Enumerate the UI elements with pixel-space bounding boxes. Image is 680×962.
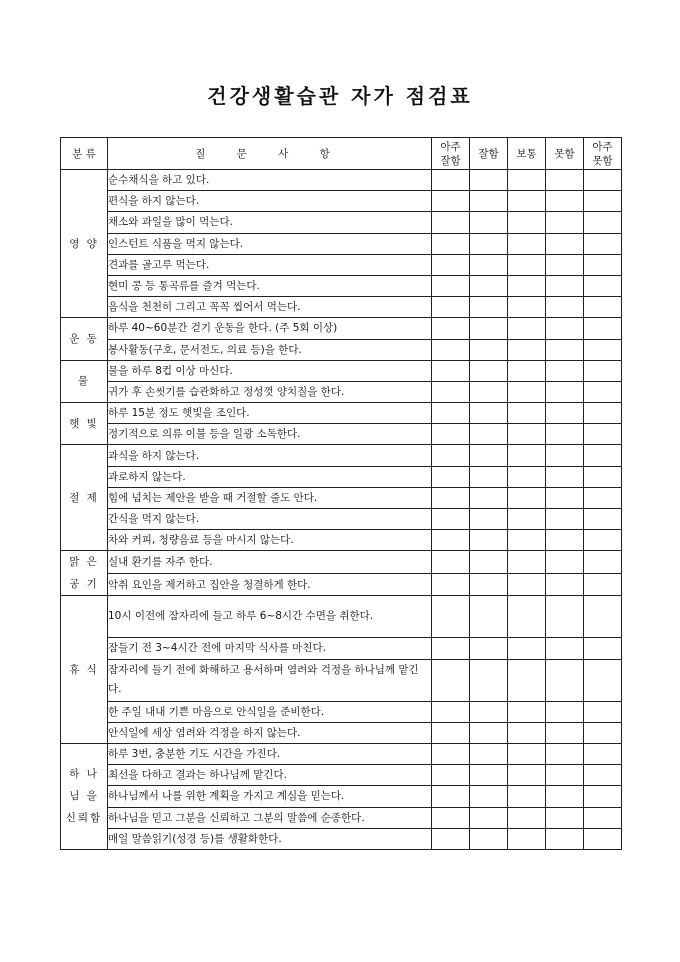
question-cell: 한 주일 내내 기쁜 마음으로 안식일을 준비한다.: [108, 701, 432, 722]
table-row: [61, 254, 622, 275]
table-header-row: [61, 138, 622, 170]
rating-box-good[interactable]: [470, 360, 508, 381]
rating-box-average[interactable]: [508, 339, 546, 360]
rating-box-poor[interactable]: [546, 509, 584, 530]
question-cell: 잠들기 전 3~4시간 전에 마지막 식사를 마친다.: [108, 638, 432, 659]
rating-box-poor[interactable]: [546, 786, 584, 807]
rating-box-very-good[interactable]: [432, 596, 470, 638]
rating-box-very-poor[interactable]: [584, 765, 622, 786]
question-cell: 차와 커피, 청량음료 등을 마시지 않는다.: [108, 530, 432, 551]
rating-box-good[interactable]: [470, 212, 508, 233]
rating-box-very-poor[interactable]: [584, 573, 622, 596]
rating-box-good[interactable]: [470, 807, 508, 828]
rating-box-very-poor[interactable]: [584, 170, 622, 191]
rating-box-very-good[interactable]: [432, 638, 470, 659]
rating-box-very-poor[interactable]: [584, 191, 622, 212]
rating-box-poor[interactable]: [546, 403, 584, 424]
rating-box-good[interactable]: [470, 424, 508, 445]
table-row: [61, 275, 622, 296]
category-cell: 휴 식: [61, 596, 108, 744]
question-cell: 현미 콩 등 통곡류를 즐겨 먹는다.: [108, 275, 432, 296]
rating-box-poor[interactable]: [546, 573, 584, 596]
checklist-table: [60, 137, 622, 850]
rating-box-average[interactable]: [508, 828, 546, 849]
rating-box-very-poor[interactable]: [584, 466, 622, 487]
rating-box-poor[interactable]: [546, 424, 584, 445]
rating-box-very-poor[interactable]: [584, 701, 622, 722]
rating-box-very-poor[interactable]: [584, 596, 622, 638]
rating-box-poor[interactable]: [546, 233, 584, 254]
rating-box-very-good[interactable]: [432, 339, 470, 360]
rating-box-very-good[interactable]: [432, 360, 470, 381]
rating-box-very-good[interactable]: [432, 445, 470, 466]
category-cell: 절 제: [61, 445, 108, 551]
question-cell: 하루 3번, 충분한 기도 시간을 가진다.: [108, 743, 432, 764]
question-cell: 잠자리에 들기 전에 화해하고 용서하며 염려와 걱정을 하나님께 맡긴다.: [108, 659, 432, 701]
rating-box-poor[interactable]: [546, 701, 584, 722]
rating-box-good[interactable]: [470, 275, 508, 296]
rating-box-good[interactable]: [470, 381, 508, 402]
rating-box-average[interactable]: [508, 487, 546, 508]
table-row: [61, 807, 622, 828]
question-cell: 하나님께서 나를 위한 계획을 가지고 계심을 믿는다.: [108, 786, 432, 807]
question-cell: 하나님을 믿고 그분을 신뢰하고 그분의 말씀에 순종한다.: [108, 807, 432, 828]
rating-box-poor[interactable]: [546, 275, 584, 296]
table-row: [61, 786, 622, 807]
question-cell: 인스턴트 식품을 먹지 않는다.: [108, 233, 432, 254]
rating-box-very-poor[interactable]: [584, 381, 622, 402]
rating-box-good[interactable]: [470, 233, 508, 254]
rating-box-good[interactable]: [470, 318, 508, 339]
table-row: [61, 403, 622, 424]
category-cell: 운 동: [61, 318, 108, 360]
category-header: 분 류: [61, 138, 108, 170]
rating-box-average[interactable]: [508, 551, 546, 574]
rating-box-very-good[interactable]: [432, 254, 470, 275]
rating-box-good[interactable]: [470, 765, 508, 786]
question-cell: 하루 40~60분간 걷기 운동을 한다. (주 5회 이상): [108, 318, 432, 339]
rating-box-poor[interactable]: [546, 445, 584, 466]
rating-box-very-poor[interactable]: [584, 297, 622, 318]
rating-box-very-poor[interactable]: [584, 551, 622, 574]
rating-box-average[interactable]: [508, 530, 546, 551]
question-cell: 봉사활동(구호, 문서전도, 의료 등)을 한다.: [108, 339, 432, 360]
rating-box-average[interactable]: [508, 212, 546, 233]
table-row: [61, 339, 622, 360]
rating-header-very-good: 아주 잘함: [432, 138, 470, 170]
rating-box-poor[interactable]: [546, 212, 584, 233]
table-row: [61, 551, 622, 574]
rating-box-good[interactable]: [470, 466, 508, 487]
rating-box-very-poor[interactable]: [584, 233, 622, 254]
table-row: [61, 233, 622, 254]
question-cell: 안식일에 세상 염려와 걱정을 하지 않는다.: [108, 722, 432, 743]
rating-box-very-poor[interactable]: [584, 743, 622, 764]
table-row: [61, 743, 622, 764]
rating-box-good[interactable]: [470, 573, 508, 596]
table-row: [61, 466, 622, 487]
rating-box-average[interactable]: [508, 233, 546, 254]
rating-box-very-poor[interactable]: [584, 254, 622, 275]
rating-box-good[interactable]: [470, 722, 508, 743]
rating-box-very-poor[interactable]: [584, 403, 622, 424]
rating-box-average[interactable]: [508, 509, 546, 530]
rating-box-good[interactable]: [470, 403, 508, 424]
rating-box-average[interactable]: [508, 297, 546, 318]
rating-box-average[interactable]: [508, 466, 546, 487]
rating-box-poor[interactable]: [546, 596, 584, 638]
rating-box-good[interactable]: [470, 551, 508, 574]
rating-box-average[interactable]: [508, 659, 546, 701]
table-row: [61, 509, 622, 530]
rating-box-poor[interactable]: [546, 381, 584, 402]
rating-box-very-good[interactable]: [432, 573, 470, 596]
question-cell: 물을 하루 8컵 이상 마신다.: [108, 360, 432, 381]
rating-box-average[interactable]: [508, 275, 546, 296]
rating-box-very-poor[interactable]: [584, 807, 622, 828]
rating-box-poor[interactable]: [546, 170, 584, 191]
rating-header-good: 잘함: [470, 138, 508, 170]
rating-box-average[interactable]: [508, 403, 546, 424]
table-row: [61, 191, 622, 212]
table-row: [61, 445, 622, 466]
rating-box-poor[interactable]: [546, 638, 584, 659]
rating-box-average[interactable]: [508, 360, 546, 381]
rating-box-good[interactable]: [470, 191, 508, 212]
rating-box-poor[interactable]: [546, 551, 584, 574]
rating-box-poor[interactable]: [546, 191, 584, 212]
rating-box-very-good[interactable]: [432, 551, 470, 574]
rating-box-very-poor[interactable]: [584, 659, 622, 701]
question-cell: 음식을 천천히 그리고 꼭꼭 씹어서 먹는다.: [108, 297, 432, 318]
rating-box-poor[interactable]: [546, 722, 584, 743]
rating-box-very-good[interactable]: [432, 828, 470, 849]
rating-box-very-poor[interactable]: [584, 722, 622, 743]
rating-box-good[interactable]: [470, 659, 508, 701]
table-row: [61, 722, 622, 743]
rating-box-very-good[interactable]: [432, 466, 470, 487]
rating-box-very-good[interactable]: [432, 659, 470, 701]
rating-box-very-good[interactable]: [432, 530, 470, 551]
rating-box-very-good[interactable]: [432, 487, 470, 508]
rating-box-good[interactable]: [470, 530, 508, 551]
rating-box-very-good[interactable]: [432, 765, 470, 786]
rating-box-poor[interactable]: [546, 339, 584, 360]
rating-box-average[interactable]: [508, 743, 546, 764]
question-cell: 실내 환기를 자주 한다.: [108, 551, 432, 574]
table-row: [61, 765, 622, 786]
rating-box-very-good[interactable]: [432, 381, 470, 402]
rating-box-average[interactable]: [508, 573, 546, 596]
rating-box-very-good[interactable]: [432, 701, 470, 722]
rating-box-very-poor[interactable]: [584, 360, 622, 381]
rating-box-poor[interactable]: [546, 530, 584, 551]
rating-box-very-good[interactable]: [432, 424, 470, 445]
rating-box-poor[interactable]: [546, 828, 584, 849]
category-cell: 영 양: [61, 170, 108, 318]
rating-box-very-good[interactable]: [432, 297, 470, 318]
question-cell: 악취 요인을 제거하고 집안을 청결하게 한다.: [108, 573, 432, 596]
rating-box-average[interactable]: [508, 191, 546, 212]
rating-box-very-poor[interactable]: [584, 638, 622, 659]
rating-box-very-poor[interactable]: [584, 212, 622, 233]
rating-box-very-poor[interactable]: [584, 445, 622, 466]
rating-box-very-good[interactable]: [432, 403, 470, 424]
table-row: [61, 573, 622, 596]
rating-box-average[interactable]: [508, 722, 546, 743]
table-row: [61, 424, 622, 445]
rating-box-average[interactable]: [508, 786, 546, 807]
rating-box-poor[interactable]: [546, 318, 584, 339]
rating-box-good[interactable]: [470, 786, 508, 807]
question-header: 질 문 사 항: [108, 138, 432, 170]
rating-box-poor[interactable]: [546, 765, 584, 786]
rating-box-good[interactable]: [470, 254, 508, 275]
rating-box-good[interactable]: [470, 828, 508, 849]
rating-box-good[interactable]: [470, 509, 508, 530]
rating-box-average[interactable]: [508, 318, 546, 339]
rating-box-very-good[interactable]: [432, 275, 470, 296]
question-cell: 과로하지 않는다.: [108, 466, 432, 487]
rating-box-very-poor[interactable]: [584, 786, 622, 807]
rating-box-very-good[interactable]: [432, 786, 470, 807]
rating-box-very-poor[interactable]: [584, 487, 622, 508]
rating-box-average[interactable]: [508, 445, 546, 466]
category-cell: 하 나 님 을 신뢰함: [61, 743, 108, 849]
rating-box-average[interactable]: [508, 424, 546, 445]
question-cell: 편식을 하지 않는다.: [108, 191, 432, 212]
table-row: [61, 360, 622, 381]
rating-box-very-poor[interactable]: [584, 424, 622, 445]
table-row: [61, 701, 622, 722]
question-cell: 과식을 하지 않는다.: [108, 445, 432, 466]
rating-box-poor[interactable]: [546, 743, 584, 764]
rating-box-very-good[interactable]: [432, 191, 470, 212]
rating-box-good[interactable]: [470, 297, 508, 318]
rating-box-very-good[interactable]: [432, 212, 470, 233]
table-row: [61, 659, 622, 701]
table-row: [61, 828, 622, 849]
rating-box-poor[interactable]: [546, 487, 584, 508]
question-cell: 매일 말씀읽기(성경 등)를 생활화한다.: [108, 828, 432, 849]
question-cell: 10시 이전에 잠자리에 들고 하루 6~8시간 수면을 취한다.: [108, 596, 432, 638]
rating-box-good[interactable]: [470, 701, 508, 722]
rating-box-very-good[interactable]: [432, 233, 470, 254]
rating-box-average[interactable]: [508, 381, 546, 402]
rating-box-good[interactable]: [470, 638, 508, 659]
table-row: [61, 212, 622, 233]
rating-box-good[interactable]: [470, 596, 508, 638]
table-row: [61, 297, 622, 318]
rating-box-good[interactable]: [470, 445, 508, 466]
table-row: [61, 487, 622, 508]
rating-box-poor[interactable]: [546, 807, 584, 828]
rating-box-average[interactable]: [508, 254, 546, 275]
rating-box-very-poor[interactable]: [584, 828, 622, 849]
category-cell: 햇 빛: [61, 403, 108, 445]
rating-box-very-poor[interactable]: [584, 275, 622, 296]
rating-box-average[interactable]: [508, 807, 546, 828]
question-cell: 귀가 후 손씻기를 습관화하고 정성껏 양치질을 한다.: [108, 381, 432, 402]
rating-header-poor: 못함: [546, 138, 584, 170]
rating-box-good[interactable]: [470, 743, 508, 764]
rating-box-very-good[interactable]: [432, 807, 470, 828]
question-cell: 힘에 넘치는 제안을 받을 때 거절할 줄도 안다.: [108, 487, 432, 508]
table-row: [61, 170, 622, 191]
rating-box-very-poor[interactable]: [584, 318, 622, 339]
rating-box-poor[interactable]: [546, 466, 584, 487]
rating-box-average[interactable]: [508, 638, 546, 659]
rating-box-average[interactable]: [508, 596, 546, 638]
rating-box-average[interactable]: [508, 701, 546, 722]
rating-box-good[interactable]: [470, 339, 508, 360]
rating-box-very-good[interactable]: [432, 722, 470, 743]
rating-header-very-poor: 아주 못함: [584, 138, 622, 170]
question-cell: 순수채식을 하고 있다.: [108, 170, 432, 191]
rating-box-very-good[interactable]: [432, 743, 470, 764]
checklist-body: [61, 170, 622, 850]
rating-box-very-poor[interactable]: [584, 339, 622, 360]
category-cell: 물: [61, 360, 108, 402]
table-row: [61, 381, 622, 402]
rating-box-very-good[interactable]: [432, 509, 470, 530]
rating-box-average[interactable]: [508, 170, 546, 191]
rating-box-poor[interactable]: [546, 254, 584, 275]
rating-box-very-poor[interactable]: [584, 509, 622, 530]
rating-box-poor[interactable]: [546, 659, 584, 701]
question-cell: 하루 15분 정도 햇빛을 조인다.: [108, 403, 432, 424]
document-title: 건강생활습관 자가 점검표: [207, 84, 473, 108]
question-cell: 견과를 골고루 먹는다.: [108, 254, 432, 275]
question-cell: 간식을 먹지 않는다.: [108, 509, 432, 530]
rating-header-average: 보통: [508, 138, 546, 170]
category-cell: 맑 은 공 기: [61, 551, 108, 596]
rating-box-poor[interactable]: [546, 360, 584, 381]
question-cell: 채소와 과일을 많이 먹는다.: [108, 212, 432, 233]
table-row: [61, 596, 622, 638]
question-cell: 최선을 다하고 결과는 하나님께 맡긴다.: [108, 765, 432, 786]
rating-box-very-good[interactable]: [432, 318, 470, 339]
rating-box-very-good[interactable]: [432, 170, 470, 191]
rating-box-good[interactable]: [470, 170, 508, 191]
table-row: [61, 318, 622, 339]
rating-box-very-poor[interactable]: [584, 530, 622, 551]
rating-box-poor[interactable]: [546, 297, 584, 318]
table-row: [61, 638, 622, 659]
table-row: [61, 530, 622, 551]
question-cell: 정기적으로 의류 이불 등을 일광 소독한다.: [108, 424, 432, 445]
rating-box-good[interactable]: [470, 487, 508, 508]
rating-box-average[interactable]: [508, 765, 546, 786]
